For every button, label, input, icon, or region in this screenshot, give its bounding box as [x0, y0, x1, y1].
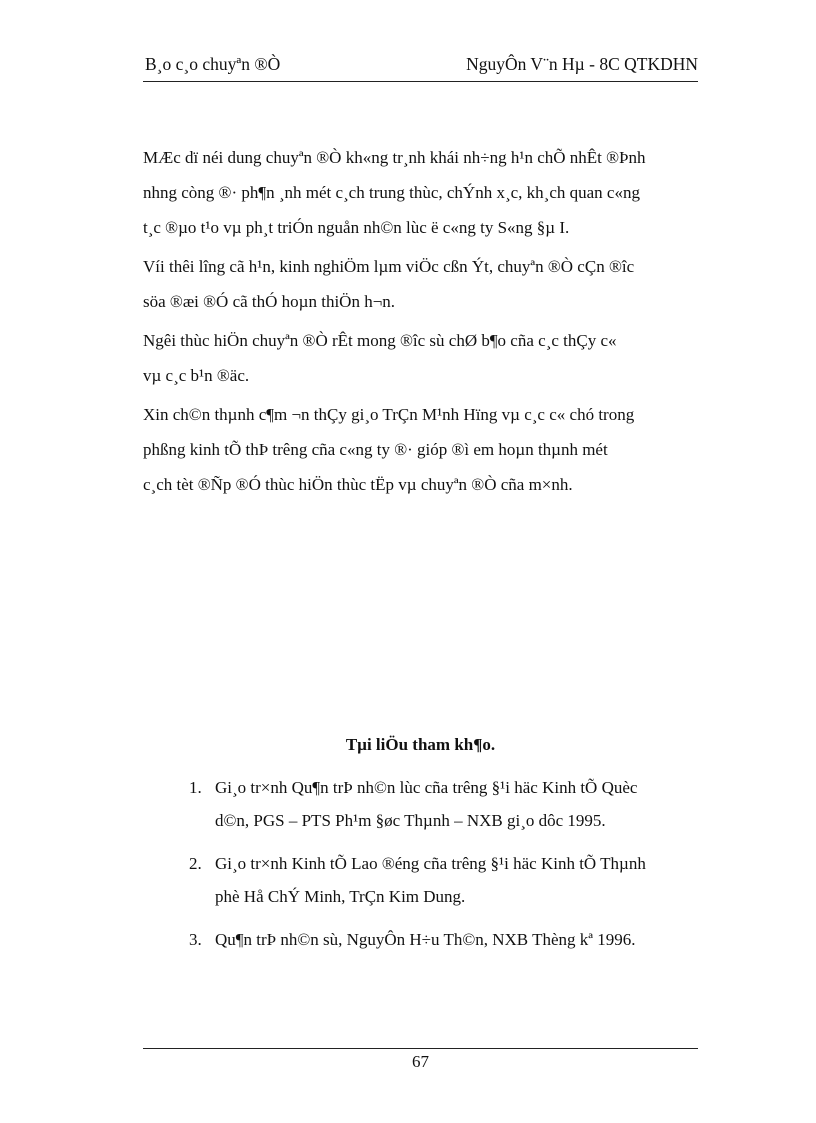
header-report-title: B¸o c¸o chuyªn ®Ò — [145, 54, 281, 74]
text-line: phè Hå ChÝ Minh, TrÇn Kim Dung. — [215, 887, 466, 906]
text-line: phßng kinh tÕ thÞ trêng cña c«ng ty ®· gióp ®ì em hoµn thµnh mét — [143, 440, 608, 459]
text-line: c¸ch tèt ®Ñp ®Ó thùc hiÖn thùc tËp vµ chuyªn ®Ò cña m×nh. — [143, 475, 573, 494]
page-number: 67 — [412, 1052, 429, 1071]
text-line: Ngêi thùc hiÖn chuyªn ®Ò rÊt mong ®îc sù chØ b¶o cña c¸c thÇy c« — [143, 331, 617, 350]
page-header — [143, 52, 698, 82]
paragraph — [143, 323, 698, 393]
reference-text — [215, 847, 646, 913]
paragraph — [143, 397, 698, 502]
text-line: t¸c ®µo t¹o vµ ph¸t triÓn nguån nh©n lùc ë c«ng ty S«ng §µ I. — [143, 218, 570, 237]
reference-number: 3. — [189, 930, 202, 949]
reference-text — [215, 923, 635, 956]
text-line: Qu¶n trÞ nh©n sù, NguyÔn H÷u Th©n, NXB Thèng kª 1996. — [215, 930, 636, 949]
text-line: MÆc dï néi dung chuyªn ®Ò kh«ng tr¸nh khái nh÷ng h¹n chÕ nhÊt ®Þnh — [143, 148, 646, 167]
references-list — [189, 771, 701, 966]
text-line: Víi thêi lîng cã h¹n, kinh nghiÖm lµm viÖc cßn Ýt, chuyªn ®Ò cÇn ®îc — [143, 257, 635, 276]
reference-item — [189, 923, 701, 956]
text-line: Gi¸o tr×nh Kinh tÕ Lao ®éng cña trêng §¹i häc Kinh tÕ Thµnh — [215, 854, 646, 873]
text-line: Gi¸o tr×nh Qu¶n trÞ nh©n lùc cña trêng §¹i häc Kinh tÕ Quèc — [215, 778, 638, 797]
paragraph — [143, 140, 698, 245]
text-line: söa ®æi ®Ó cã thÓ hoµn thiÖn h¬n. — [143, 292, 396, 311]
reference-item — [189, 771, 701, 837]
reference-number: 1. — [189, 778, 202, 797]
reference-number: 2. — [189, 854, 202, 873]
text-line: vµ c¸c b¹n ®äc. — [143, 366, 250, 385]
header-author: NguyÔn V¨n Hµ - 8C QTKDHN — [466, 54, 698, 74]
text-line: Xin ch©n thµnh c¶m ¬n thÇy gi¸o TrÇn M¹nh Hïng vµ c¸c c« chó trong — [143, 405, 635, 424]
body-text — [143, 140, 698, 506]
references-title: Tµi liÖu tham kh¶o. — [345, 735, 496, 754]
text-line: nhng còng ®· ph¶n ¸nh mét c¸ch trung thùc, chÝnh x¸c, kh¸ch quan c«ng — [143, 183, 640, 202]
reference-text — [215, 771, 637, 837]
paragraph — [143, 249, 698, 319]
footer-divider — [143, 1048, 698, 1049]
reference-item — [189, 847, 701, 913]
text-line: d©n, PGS – PTS Ph¹m §øc Thµnh – NXB gi¸o dôc 1995. — [215, 811, 606, 830]
